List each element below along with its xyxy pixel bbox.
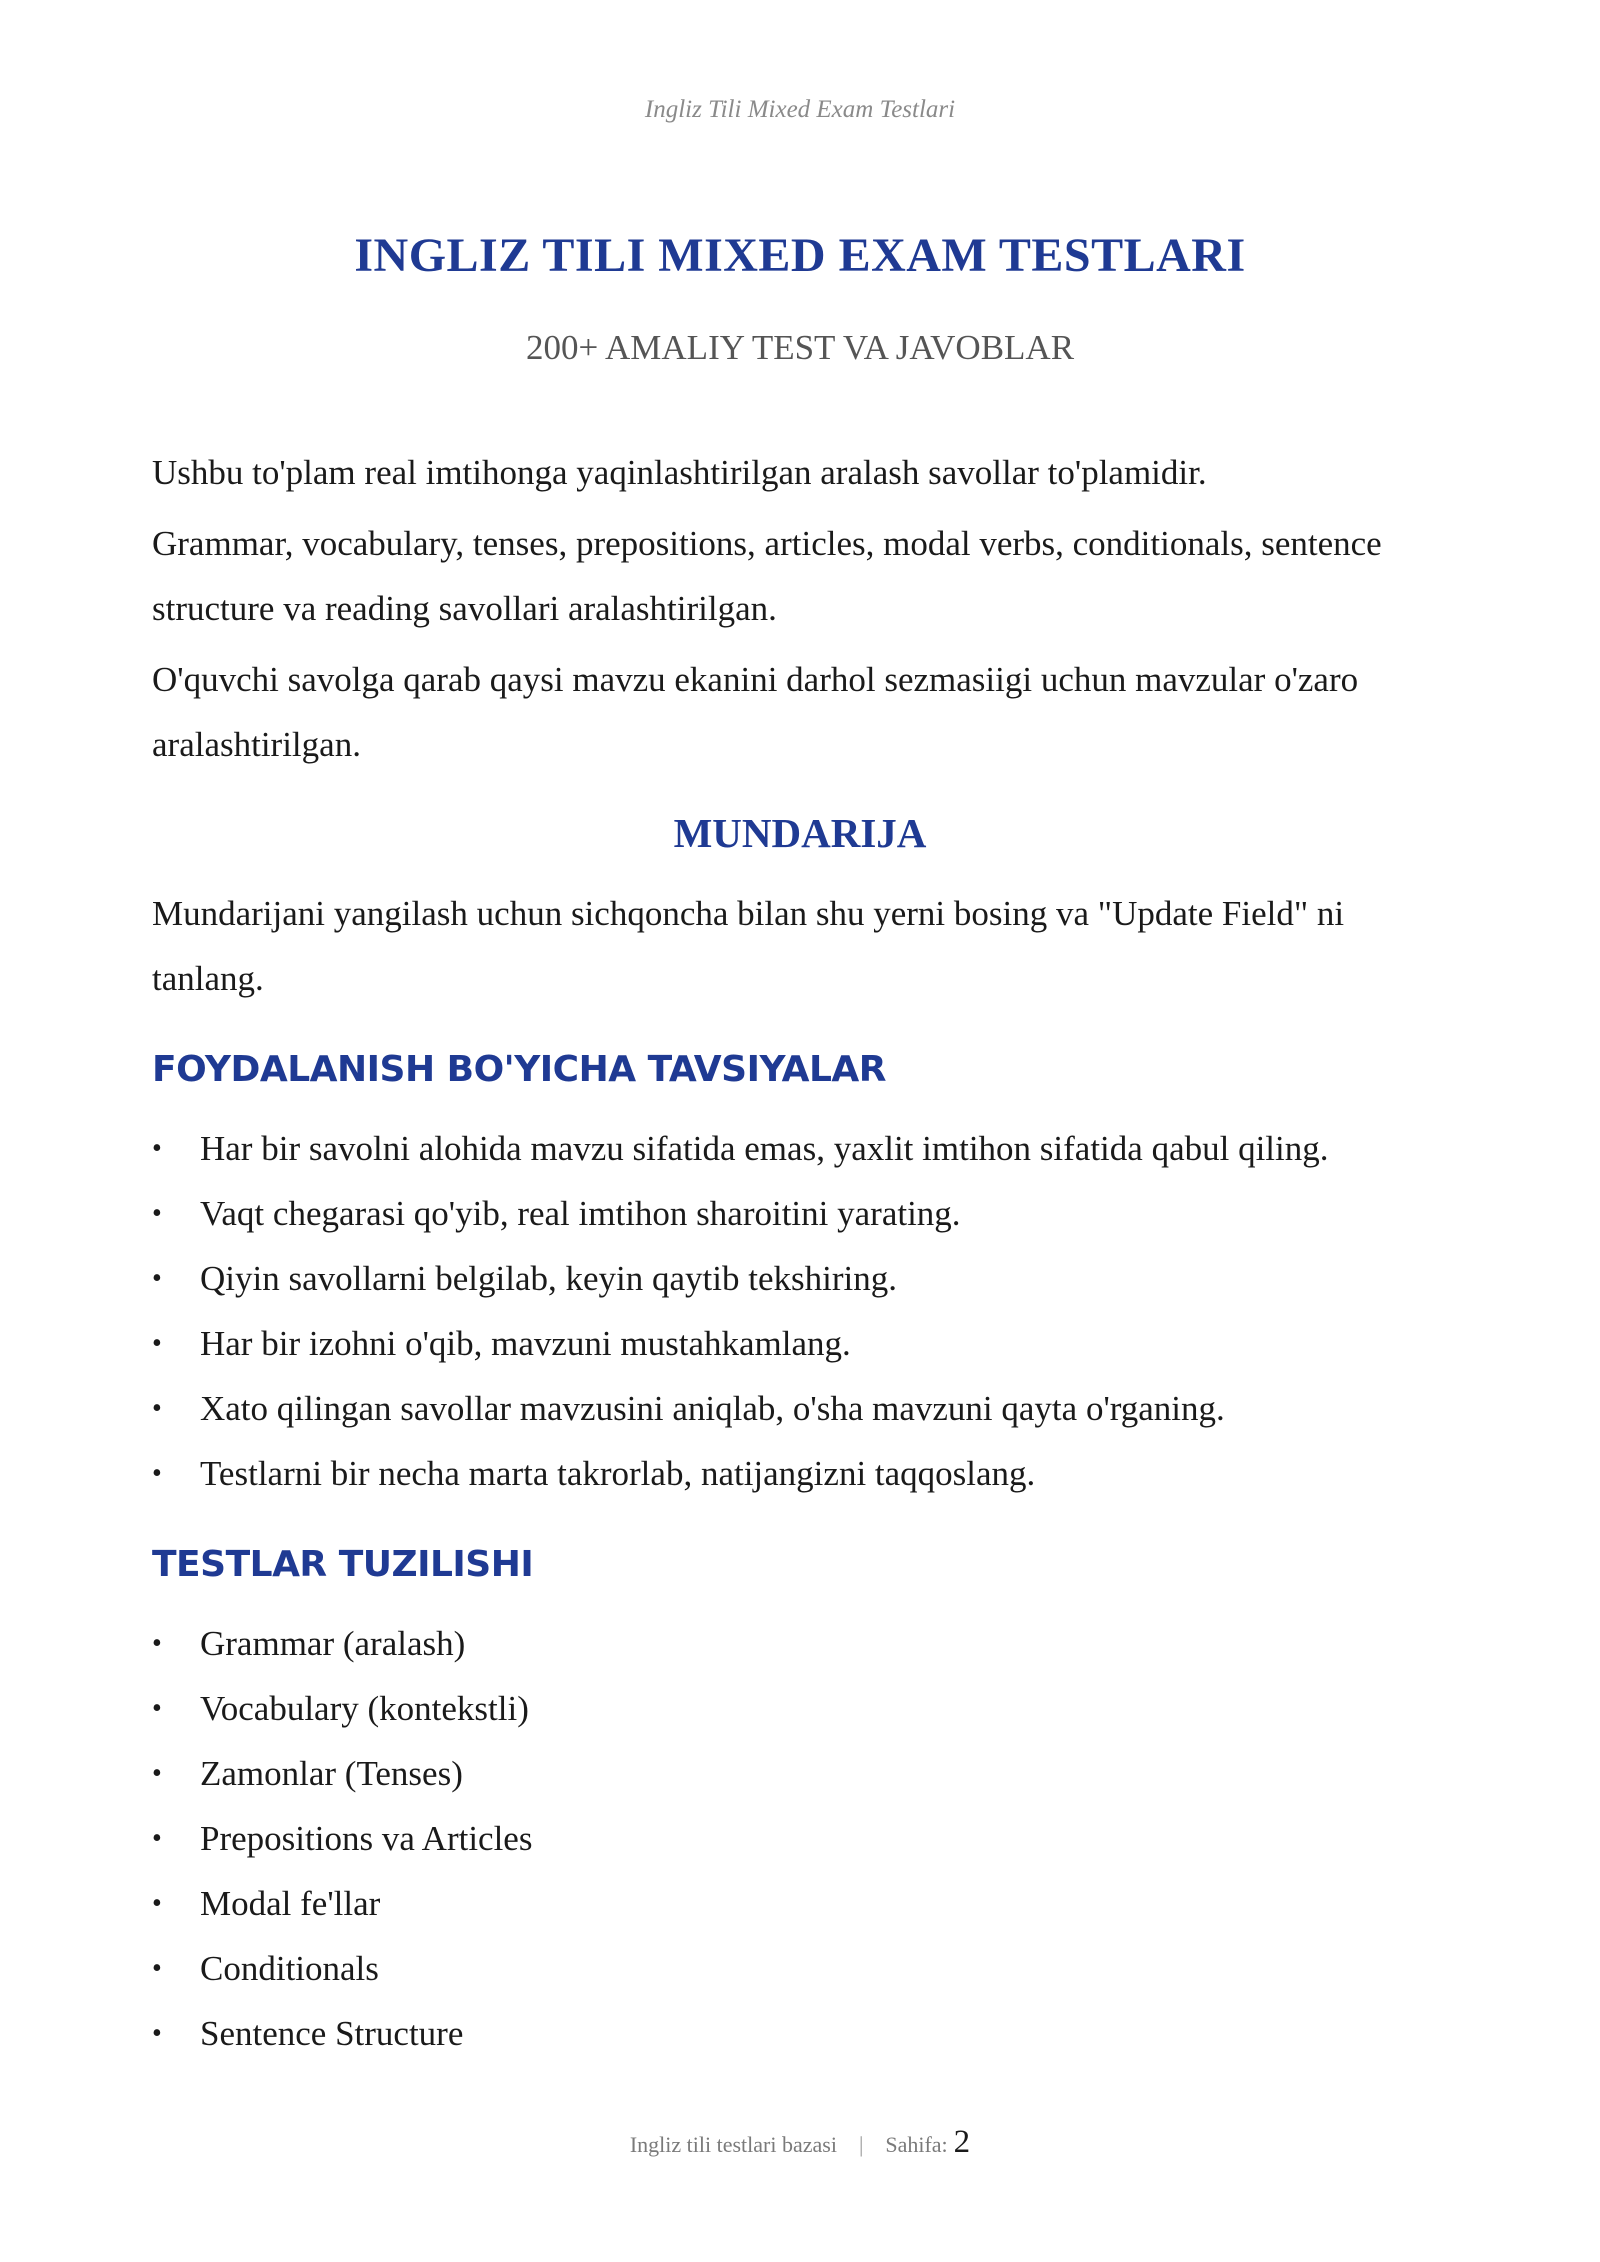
footer-separator: | <box>858 2132 864 2157</box>
bullet-icon: • <box>152 1823 162 1854</box>
list-item <box>152 1806 1452 1871</box>
list-item-text: Har bir savolni alohida mavzu sifatida emas, yaxlit imtihon sifatida qabul qiling. <box>200 1129 1329 1168</box>
toc-heading: MUNDARIJA <box>673 810 927 856</box>
list-item-text: Vaqt chegarasi qo'yib, real imtihon sharoitini yarating. <box>200 1194 961 1233</box>
bullet-icon: • <box>152 1198 162 1229</box>
bullet-icon: • <box>152 1693 162 1724</box>
running-header: Ingliz Tili Mixed Exam Testlari <box>644 96 956 123</box>
list-item-text: Har bir izohni o'qib, mavzuni mustahkamlang. <box>200 1324 851 1363</box>
list-item <box>152 1376 1452 1441</box>
list-item-text: Grammar (aralash) <box>200 1624 466 1663</box>
list-item <box>152 1611 1452 1676</box>
list-item <box>152 1181 1452 1246</box>
page-footer <box>0 2124 1600 2161</box>
list-item <box>152 1741 1452 1806</box>
list-item-text: Vocabulary (kontekstli) <box>200 1689 529 1728</box>
list-item <box>152 1871 1452 1936</box>
toc-update-field[interactable]: Mundarijani yangilash uchun sichqoncha bilan shu yerni bosing va "Update Field" ni tanlang. <box>152 894 1345 998</box>
document-subtitle: 200+ AMALIY TEST VA JAVOBLAR <box>525 328 1075 367</box>
intro-paragraph-2: Grammar, vocabulary, tenses, prepositions, articles, modal verbs, conditionals, sentence structure va reading savollari aralashtirilgan. <box>152 524 1382 628</box>
list-item-text: Xato qilingan savollar mavzusini aniqlab, o'sha mavzuni qayta o'rganing. <box>200 1389 1225 1428</box>
bullet-icon: • <box>152 1953 162 1984</box>
footer-page-number: 2 <box>953 2124 971 2160</box>
intro-paragraph-1: Ushbu to'plam real imtihonga yaqinlashtirilgan aralash savollar to'plamidir. <box>152 453 1207 492</box>
recommendations-list <box>152 1116 1452 1506</box>
list-item <box>152 1116 1452 1181</box>
list-item <box>152 1676 1452 1741</box>
bullet-icon: • <box>152 1263 162 1294</box>
list-item-text: Zamonlar (Tenses) <box>200 1754 463 1793</box>
bullet-icon: • <box>152 1888 162 1919</box>
footer-page-label: Sahifa: <box>885 2132 948 2157</box>
bullet-icon: • <box>152 1133 162 1164</box>
bullet-icon: • <box>152 2018 162 2049</box>
bullet-icon: • <box>152 1393 162 1424</box>
bullet-icon: • <box>152 1458 162 1489</box>
bullet-icon: • <box>152 1328 162 1359</box>
bullet-icon: • <box>152 1758 162 1789</box>
list-item-text: Modal fe'llar <box>200 1884 381 1923</box>
list-item-text: Qiyin savollarni belgilab, keyin qaytib tekshiring. <box>200 1259 897 1298</box>
list-item-text: Prepositions va Articles <box>200 1819 533 1858</box>
list-item <box>152 2001 1452 2066</box>
bullet-icon: • <box>152 1628 162 1659</box>
list-item <box>152 1936 1452 2001</box>
list-item <box>152 1246 1452 1311</box>
list-item-text: Testlarni bir necha marta takrorlab, natijangizni taqqoslang. <box>200 1454 1036 1493</box>
list-item <box>152 1441 1452 1506</box>
page-body <box>152 440 1452 2066</box>
structure-heading: TESTLAR TUZILISHI <box>152 1544 534 1585</box>
structure-list <box>152 1611 1452 2066</box>
list-item-text: Sentence Structure <box>200 2014 464 2053</box>
recommendations-heading: FOYDALANISH BO'YICHA TAVSIYALAR <box>152 1049 886 1090</box>
intro-paragraph-3: O'quvchi savolga qarab qaysi mavzu ekanini darhol sezmasiigi uchun mavzular o'zaro aralashtirilgan. <box>152 660 1359 764</box>
footer-source: Ingliz tili testlari bazasi <box>629 2132 837 2157</box>
list-item <box>152 1311 1452 1376</box>
document-title: INGLIZ TILI MIXED EXAM TESTLARI <box>354 229 1246 282</box>
list-item-text: Conditionals <box>200 1949 379 1988</box>
